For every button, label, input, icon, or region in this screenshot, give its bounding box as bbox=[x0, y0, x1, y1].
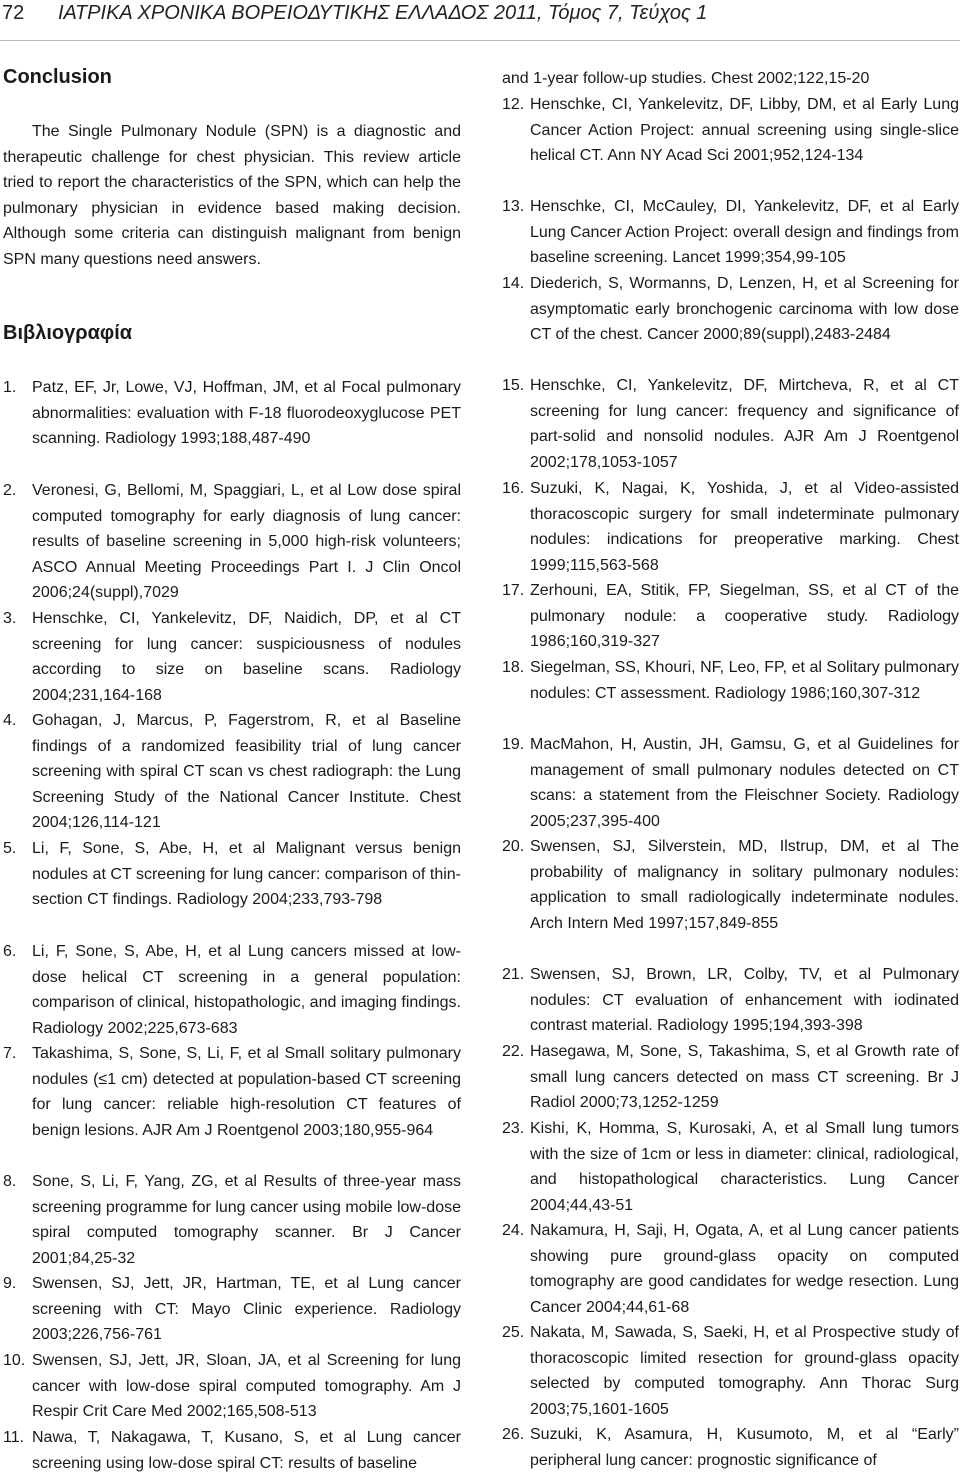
journal-title: ΙΑΤΡΙΚΑ ΧΡΟΝΙΚΑ ΒΟΡΕΙΟΔΥΤΙΚΗΣ ΕΛΛΑΔΟΣ 2011, Τόμος 7, Τεύχος 1 bbox=[58, 2, 708, 24]
reference-text: Li, F, Sone, S, Abe, H, et al Lung cancers missed at low-dose helical CT screening in a general population: comparison of clinical, histopathologic, and imaging findings. Radiology 2002;225,673-683 bbox=[32, 943, 461, 1037]
reference-text: Kishi, K, Homma, S, Kurosaki, A, et al Small lung tumors with the size of 1cm or less in diameter: clinical, radiological, and histopathological characteristics. Lung Cancer 2004;44,43-51 bbox=[530, 1120, 959, 1214]
reference-number: 8. bbox=[3, 1173, 17, 1190]
reference-item bbox=[502, 578, 959, 655]
reference-text: Swensen, SJ, Jett, JR, Sloan, JA, et al Screening for lung cancer with low-dose spiral computed tomography. Am J Respir Crit Care Med 2002;165,508-513 bbox=[32, 1352, 461, 1421]
reference-number: 22. bbox=[502, 1043, 525, 1060]
reference-text: Nakata, M, Sawada, S, Saeki, H, et al Prospective study of thoracoscopic limited resection for ground-glass opacity selected by computed tomography. Ann Thorac Surg 2003;75,1601-1605 bbox=[530, 1324, 959, 1418]
reference-item bbox=[3, 375, 461, 452]
reference-number: 10. bbox=[3, 1352, 26, 1369]
reference-text: Takashima, S, Sone, S, Li, F, et al Small solitary pulmonary nodules (≤1 cm) detected at population-based CT screening for lung cancer: reliable high-resolution CT features of benign lesions. AJR Am J Roentgenol 2003;180,955-964 bbox=[32, 1045, 461, 1139]
reference-text: Suzuki, K, Asamura, H, Kusumoto, M, et al “Early” peripheral lung cancer: prognostic significance of bbox=[530, 1426, 959, 1469]
reference-text: Zerhouni, EA, Stitik, FP, Siegelman, SS, et al CT of the pulmonary nodule: a cooperative study. Radiology 1986;160,319-327 bbox=[530, 582, 959, 651]
reference-item bbox=[502, 1039, 959, 1116]
reference-text: Swensen, SJ, Brown, LR, Colby, TV, et al Pulmonary nodules: CT evaluation of enhancement with iodinated contrast material. Radiology 1995;194,393-398 bbox=[530, 966, 959, 1035]
reference-item bbox=[3, 1425, 461, 1476]
reference-number: 14. bbox=[502, 275, 525, 292]
reference-number: 17. bbox=[502, 582, 525, 599]
reference-item bbox=[502, 834, 959, 936]
reference-item bbox=[502, 1422, 959, 1473]
reference-text: Li, F, Sone, S, Abe, H, et al Malignant versus benign nodules at CT screening for lung cancer: comparison of thin-section CT findings. Radiology 2004;233,793-798 bbox=[32, 840, 461, 909]
reference-number: 19. bbox=[502, 736, 525, 753]
reference-text: Siegelman, SS, Khouri, NF, Leo, FP, et al Solitary pulmonary nodules: CT assessment. Radiology 1986;160,307-312 bbox=[530, 659, 959, 702]
reference-text: Swensen, SJ, Silverstein, MD, Ilstrup, DM, et al The probability of malignancy in solitary pulmonary nodules: application to small radiologically indeterminate nodules. Arch Intern Med 1997;157,849-855 bbox=[530, 838, 959, 932]
conclusion-paragraph: The Single Pulmonary Nodule (SPN) is a diagnostic and therapeutic challenge for chest physician. This review article tried to report the characteristics of the SPN, which can help the pulmonary physician in evidence based making decision. Although some criteria can distinguish malignant from benign SPN many questions need answers. bbox=[3, 123, 461, 268]
reference-item bbox=[3, 1041, 461, 1143]
reference-item bbox=[502, 373, 959, 475]
reference-item bbox=[3, 939, 461, 1041]
reference-number: 6. bbox=[3, 943, 17, 960]
references-heading: Βιβλιογραφία bbox=[3, 322, 133, 344]
reference-item bbox=[3, 606, 461, 708]
reference-item bbox=[502, 271, 959, 348]
reference-item bbox=[3, 1169, 461, 1271]
reference-text: Gohagan, J, Marcus, P, Fagerstrom, R, et al Baseline findings of a randomized feasibility trial of lung cancer screening with spiral CT scan vs chest radiograph: the Lung Screening Study of the National Cancer Institute. Chest 2004;126,114-121 bbox=[32, 712, 461, 832]
reference-text: Henschke, CI, McCauley, DI, Yankelevitz, DF, et al Early Lung Cancer Action Project: overall design and findings from baseline screening. Lancet 1999;354,99-105 bbox=[530, 198, 959, 267]
reference-text: Hasegawa, M, Sone, S, Takashima, S, et al Growth rate of small lung cancers detected on mass CT screening. Br J Radiol 2000;73,1252-1259 bbox=[530, 1043, 959, 1112]
reference-number: 20. bbox=[502, 838, 525, 855]
reference-text: Henschke, CI, Yankelevitz, DF, Naidich, DP, et al CT screening for lung cancer: suspiciousness of nodules according to size on baseline scans. Radiology 2004;231,164-168 bbox=[32, 610, 461, 704]
reference-number: 18. bbox=[502, 659, 525, 676]
reference-text: Henschke, CI, Yankelevitz, DF, Mirtcheva, R, et al CT screening for lung cancer: frequency and significance of part-solid and nonsolid nodules. AJR Am J Roentgenol 2002;178,1053-1057 bbox=[530, 377, 959, 471]
reference-text: Nakamura, H, Saji, H, Ogata, A, et al Lung cancer patients showing pure ground-glass opacity on computed tomography are good candidates for wedge resection. Lung Cancer 2004;44,61-68 bbox=[530, 1222, 959, 1316]
reference-number: 13. bbox=[502, 198, 525, 215]
reference-text: Suzuki, K, Nagai, K, Yoshida, J, et al Video-assisted thoracoscopic surgery for small indeterminate pulmonary nodules: indications for preoperative marking. Chest 1999;115,563-568 bbox=[530, 480, 959, 574]
reference-number: 11. bbox=[3, 1429, 25, 1446]
reference-number: 5. bbox=[3, 840, 17, 857]
reference-number: 25. bbox=[502, 1324, 525, 1341]
reference-text: Patz, EF, Jr, Lowe, VJ, Hoffman, JM, et al Focal pulmonary abnormalities: evaluation with F-18 fluorodeoxyglucose PET scanning. Radiology 1993;188,487-490 bbox=[32, 379, 461, 448]
reference-item bbox=[502, 732, 959, 834]
reference-number: 15. bbox=[502, 377, 525, 394]
reference-item bbox=[502, 655, 959, 706]
reference-item bbox=[3, 708, 461, 836]
reference-number: 26. bbox=[502, 1426, 525, 1443]
reference-item bbox=[502, 962, 959, 1039]
reference-number: 3. bbox=[3, 610, 17, 627]
reference-text: Diederich, S, Wormanns, D, Lenzen, H, et al Screening for asymptomatic early bronchogenic carcinoma with low dose CT of the chest. Cancer 2000;89(suppl),2483-2484 bbox=[530, 275, 959, 344]
reference-text: Henschke, CI, Yankelevitz, DF, Libby, DM, et al Early Lung Cancer Action Project: annual screening using single-slice helical CT. Ann NY Acad Sci 2001;952,124-134 bbox=[530, 96, 959, 165]
reference-number: 4. bbox=[3, 712, 17, 729]
reference-item bbox=[3, 836, 461, 913]
reference-item bbox=[502, 1116, 959, 1218]
page-header bbox=[0, 0, 960, 41]
reference-item bbox=[502, 92, 959, 169]
reference-number: 24. bbox=[502, 1222, 525, 1239]
conclusion-heading: Conclusion bbox=[3, 66, 112, 88]
reference-item bbox=[502, 476, 959, 578]
reference-text: MacMahon, H, Austin, JH, Gamsu, G, et al Guidelines for management of small pulmonary nodules detected on CT scans: a statement from the Fleischner Society. Radiology 2005;237,395-400 bbox=[530, 736, 959, 830]
reference-item bbox=[3, 1271, 461, 1348]
reference-item bbox=[502, 1320, 959, 1422]
reference-continuation: and 1-year follow-up studies. Chest 2002;122,15-20 bbox=[502, 70, 870, 87]
reference-item bbox=[502, 194, 959, 271]
reference-item bbox=[3, 1348, 461, 1425]
reference-text: Swensen, SJ, Jett, JR, Hartman, TE, et al Lung cancer screening with CT: Mayo Clinic experience. Radiology 2003;226,756-761 bbox=[32, 1275, 461, 1344]
reference-text: Nawa, T, Nakagawa, T, Kusano, S, et al Lung cancer screening using low-dose spiral CT: results of baseline bbox=[32, 1429, 461, 1472]
reference-text: Veronesi, G, Bellomi, M, Spaggiari, L, et al Low dose spiral computed tomography for early diagnosis of lung cancer: results of baseline screening in 5,000 high-risk volunteers; ASCO Annual Meeting Proceedings Part I. J Clin Oncol 2006;24(suppl),7029 bbox=[32, 482, 461, 602]
reference-item bbox=[502, 1218, 959, 1320]
reference-number: 21. bbox=[502, 966, 525, 983]
reference-number: 7. bbox=[3, 1045, 17, 1062]
reference-number: 1. bbox=[3, 379, 17, 396]
page-number: 72 bbox=[2, 2, 25, 24]
reference-text: Sone, S, Li, F, Yang, ZG, et al Results of three-year mass screening programme for lung cancer using mobile low-dose spiral computed tomography scanner. Br J Cancer 2001;84,25-32 bbox=[32, 1173, 461, 1267]
reference-number: 16. bbox=[502, 480, 525, 497]
reference-number: 2. bbox=[3, 482, 17, 499]
reference-number: 12. bbox=[502, 96, 525, 113]
reference-number: 9. bbox=[3, 1275, 17, 1292]
reference-number: 23. bbox=[502, 1120, 525, 1137]
reference-item bbox=[3, 478, 461, 606]
